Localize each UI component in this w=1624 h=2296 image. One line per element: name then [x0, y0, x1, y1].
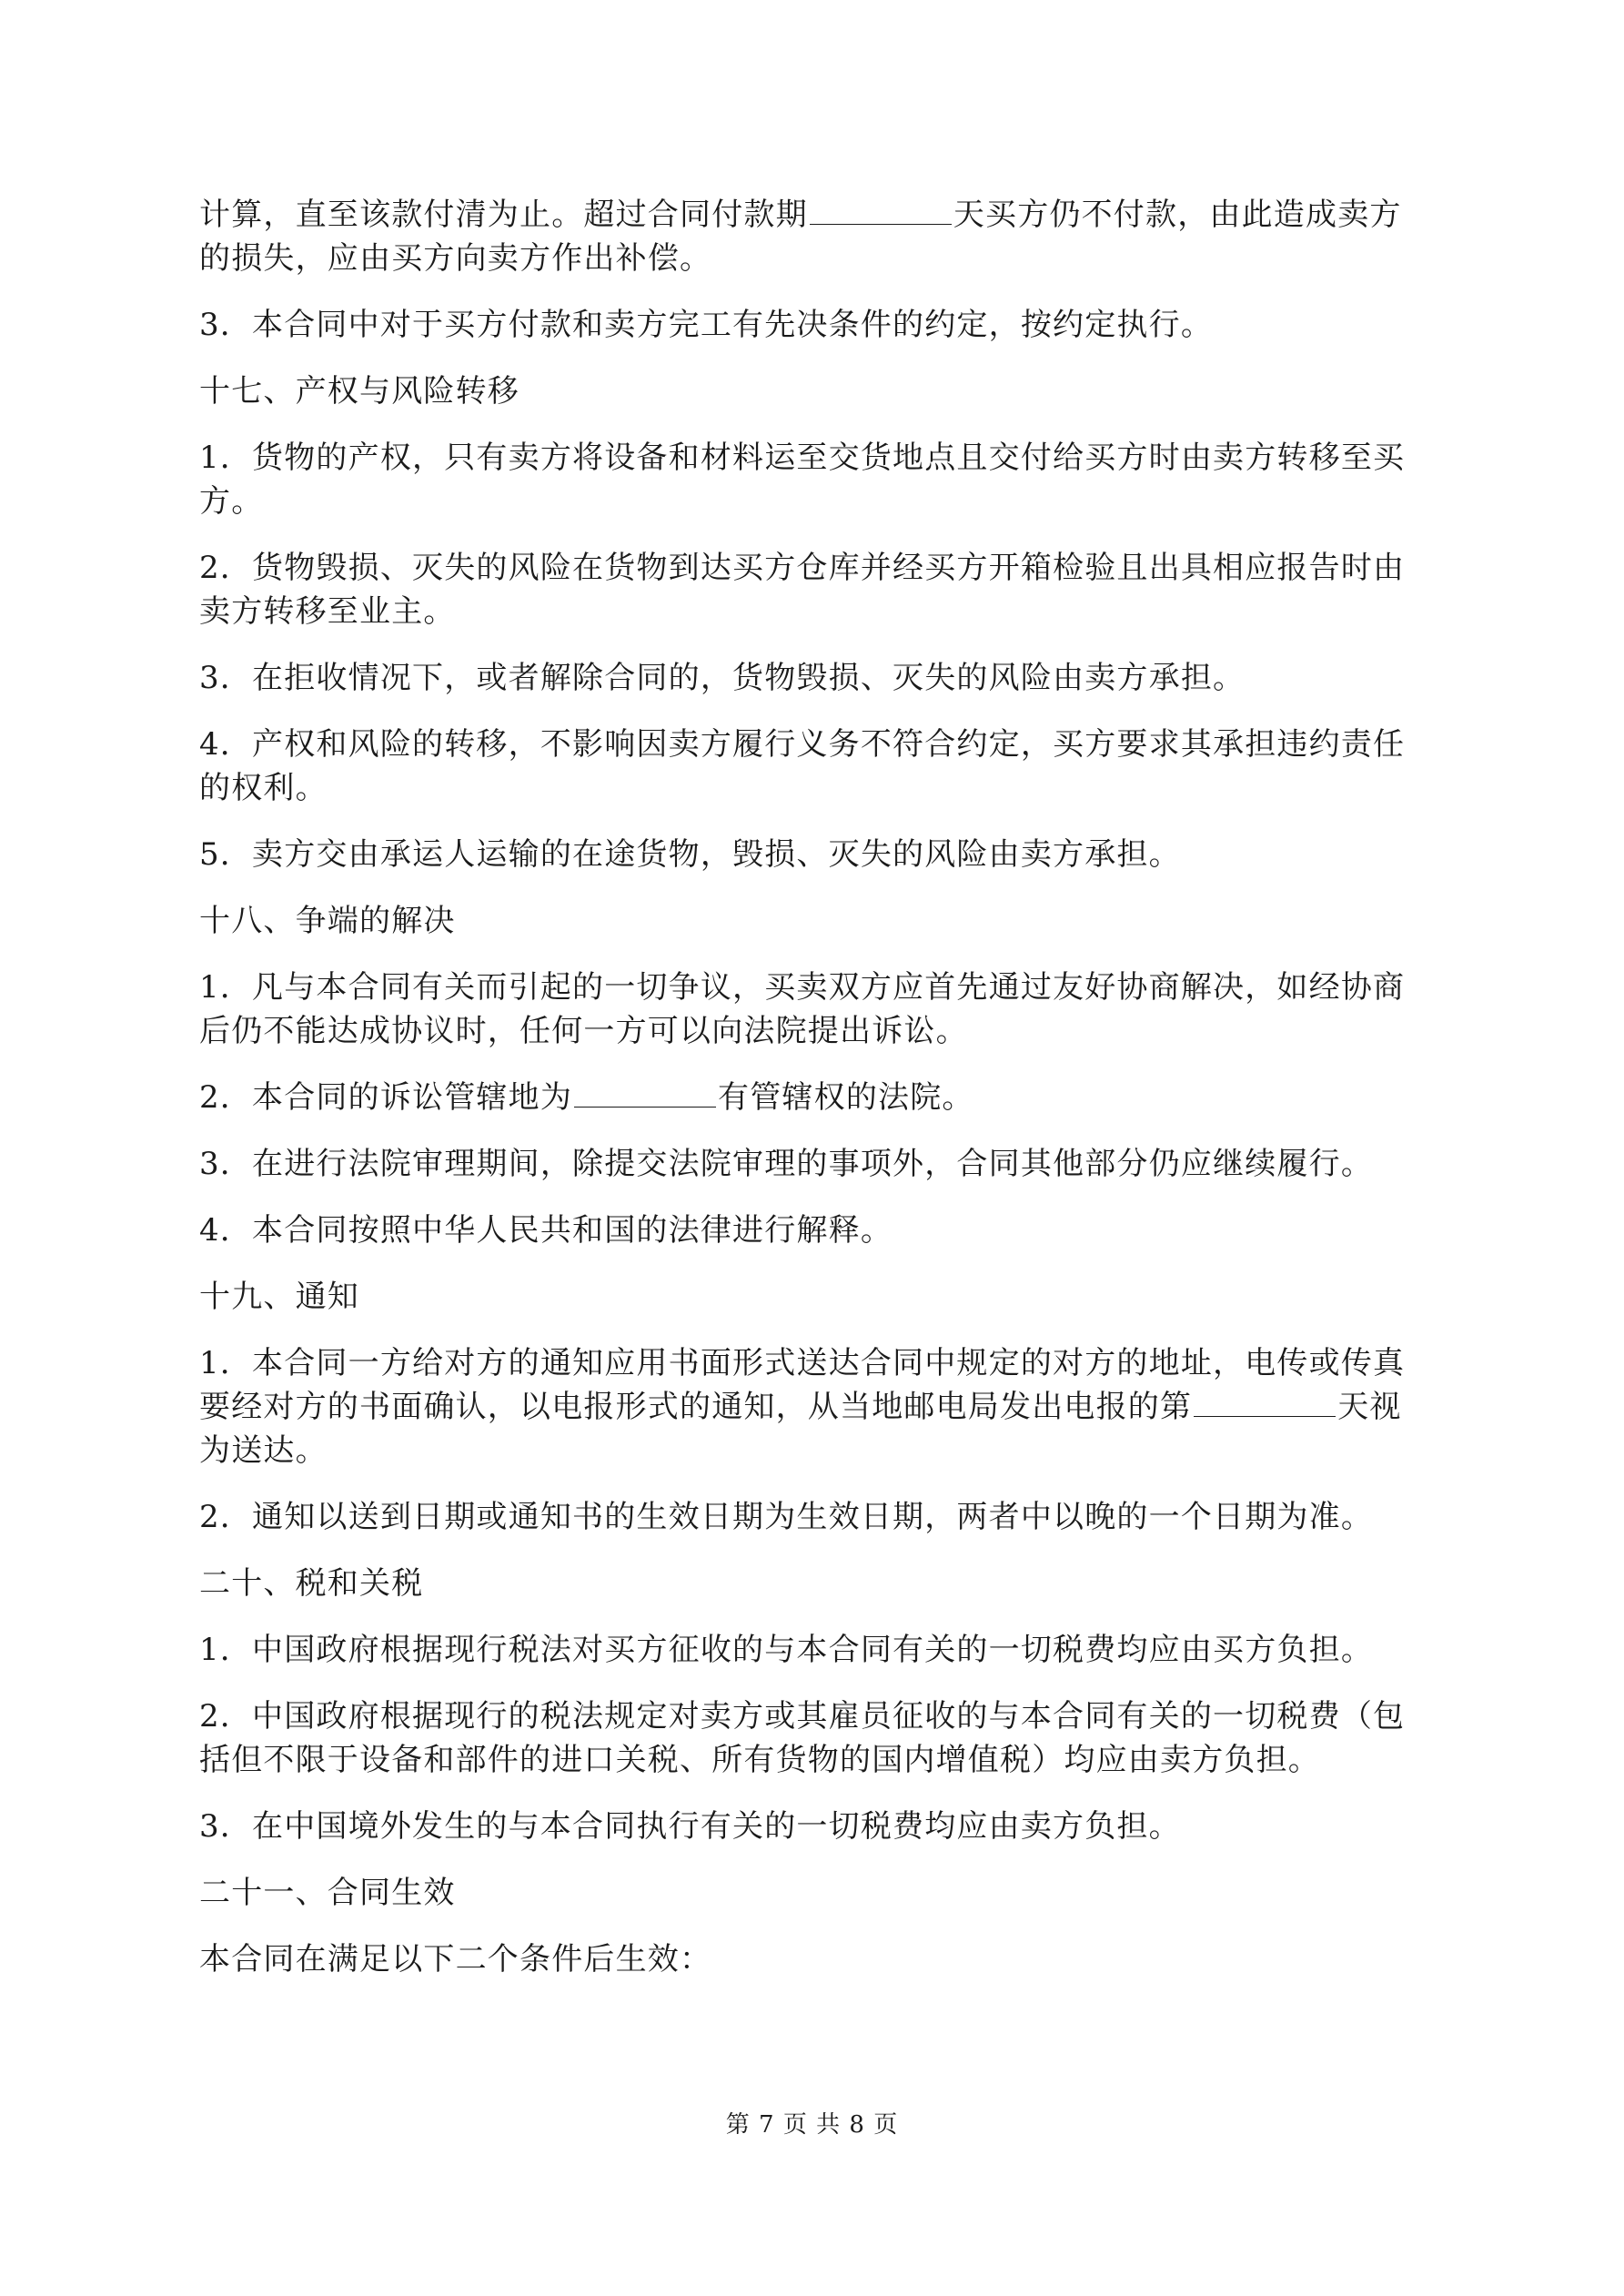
text-segment: 的损失，应由买方向卖方作出补偿。	[199, 240, 712, 277]
paragraph	[199, 833, 1441, 876]
text-segment: 3．在进行法院审理期间，除提交法院审理的事项外，合同其他部分仍应继续履行。	[199, 1146, 1374, 1182]
text-segment: 1．本合同一方给对方的通知应用书面形式送达合同中规定的对方的地址，电传或传真	[199, 1345, 1406, 1381]
text-line	[199, 1142, 1441, 1186]
text-segment: 计算，直至该款付清为止。超过合同付款期	[199, 197, 808, 233]
text-segment: 二十一、合同生效	[199, 1875, 456, 1911]
paragraph	[199, 369, 1441, 413]
text-line	[199, 1738, 1441, 1782]
paragraph	[199, 966, 1441, 1053]
text-segment: 2．通知以送到日期或通知书的生效日期为生效日期，两者中以晚的一个日期为准。	[199, 1499, 1374, 1535]
paragraph	[199, 193, 1441, 280]
text-segment: 卖方转移至业主。	[199, 593, 456, 630]
paragraph	[199, 1871, 1441, 1915]
text-line	[199, 1009, 1441, 1053]
text-segment: 二十、税和关税	[199, 1565, 424, 1602]
text-segment: 2．货物毁损、灭失的风险在货物到达买方仓库并经买方开箱检验且出具相应报告时由	[199, 550, 1406, 586]
text-line	[199, 436, 1441, 480]
text-line	[199, 656, 1441, 700]
paragraph	[199, 1341, 1441, 1472]
text-line	[199, 237, 1441, 280]
paragraph	[199, 546, 1441, 633]
text-line	[199, 899, 1441, 943]
text-segment: 的权利。	[199, 770, 328, 806]
text-segment: 天视	[1337, 1389, 1402, 1425]
text-segment: 1．中国政府根据现行税法对买方征收的与本合同有关的一切税费均应由买方负担。	[199, 1632, 1374, 1668]
paragraph	[199, 1275, 1441, 1319]
text-segment: 5．卖方交由承运人运输的在途货物，毁损、灭失的风险由卖方承担。	[199, 836, 1181, 873]
text-line	[199, 1937, 1441, 1981]
text-line	[199, 546, 1441, 590]
text-segment: 2．中国政府根据现行的税法规定对卖方或其雇员征收的与本合同有关的一切税费（包	[199, 1698, 1406, 1735]
fill-in-blank	[810, 193, 952, 225]
text-segment: 天买方仍不付款，由此造成卖方	[953, 197, 1402, 233]
text-segment: 十七、产权与风险转移	[199, 373, 519, 410]
text-segment: 3．本合同中对于买方付款和卖方完工有先决条件的约定，按约定执行。	[199, 307, 1214, 343]
text-line	[199, 1694, 1441, 1738]
text-line	[199, 1385, 1441, 1429]
paragraph	[199, 303, 1441, 347]
fill-in-blank	[574, 1076, 716, 1108]
text-line	[199, 723, 1441, 766]
paragraph	[199, 1076, 1441, 1119]
text-line	[199, 369, 1441, 413]
paragraph	[199, 723, 1441, 810]
text-segment: 2．本合同的诉讼管辖地为	[199, 1079, 573, 1116]
text-line	[199, 1495, 1441, 1539]
text-segment: 4．本合同按照中华人民共和国的法律进行解释。	[199, 1212, 893, 1249]
text-segment: 为送达。	[199, 1432, 328, 1469]
text-line	[199, 1871, 1441, 1915]
fill-in-blank	[1194, 1385, 1336, 1417]
text-segment: 方。	[199, 483, 264, 520]
paragraph	[199, 436, 1441, 523]
text-line	[199, 1429, 1441, 1472]
document-body	[199, 193, 1441, 2004]
paragraph	[199, 1628, 1441, 1672]
text-segment: 1．凡与本合同有关而引起的一切争议，买卖双方应首先通过友好协商解决，如经协商	[199, 969, 1406, 1006]
text-segment: 3．在拒收情况下，或者解除合同的，货物毁损、灭失的风险由卖方承担。	[199, 660, 1246, 696]
text-segment: 后仍不能达成协议时，任何一方可以向法院提出诉讼。	[199, 1013, 968, 1049]
paragraph	[199, 1142, 1441, 1186]
text-line	[199, 1209, 1441, 1252]
text-segment: 十八、争端的解决	[199, 903, 456, 939]
text-segment: 本合同在满足以下二个条件后生效：	[199, 1941, 712, 1977]
text-line	[199, 193, 1441, 237]
paragraph	[199, 1805, 1441, 1848]
text-line	[199, 1076, 1441, 1119]
text-line	[199, 833, 1441, 876]
text-line	[199, 480, 1441, 523]
text-line	[199, 1805, 1441, 1848]
text-line	[199, 966, 1441, 1009]
text-segment: 1．货物的产权，只有卖方将设备和材料运至交货地点且交付给买方时由卖方转移至买	[199, 440, 1406, 476]
text-line	[199, 303, 1441, 347]
paragraph	[199, 899, 1441, 943]
paragraph	[199, 1209, 1441, 1252]
text-segment: 括但不限于设备和部件的进口关税、所有货物的国内增值税）均应由卖方负担。	[199, 1742, 1320, 1778]
paragraph	[199, 1495, 1441, 1539]
text-segment: 4．产权和风险的转移，不影响因卖方履行义务不符合约定，买方要求其承担违约责任	[199, 726, 1406, 763]
text-line	[199, 1628, 1441, 1672]
text-segment: 十九、通知	[199, 1279, 359, 1315]
text-segment: 要经对方的书面确认，以电报形式的通知，从当地邮电局发出电报的第	[199, 1389, 1193, 1425]
paragraph	[199, 1937, 1441, 1981]
text-segment: 有管辖权的法院。	[718, 1079, 974, 1116]
text-line	[199, 1562, 1441, 1605]
text-line	[199, 1275, 1441, 1319]
paragraph	[199, 1694, 1441, 1782]
text-line	[199, 766, 1441, 810]
text-segment: 3．在中国境外发生的与本合同执行有关的一切税费均应由卖方负担。	[199, 1808, 1181, 1845]
paragraph	[199, 1562, 1441, 1605]
text-line	[199, 1341, 1441, 1385]
paragraph	[199, 656, 1441, 700]
page-footer: 第 7 页 共 8 页	[725, 2111, 899, 2139]
text-line	[199, 590, 1441, 633]
